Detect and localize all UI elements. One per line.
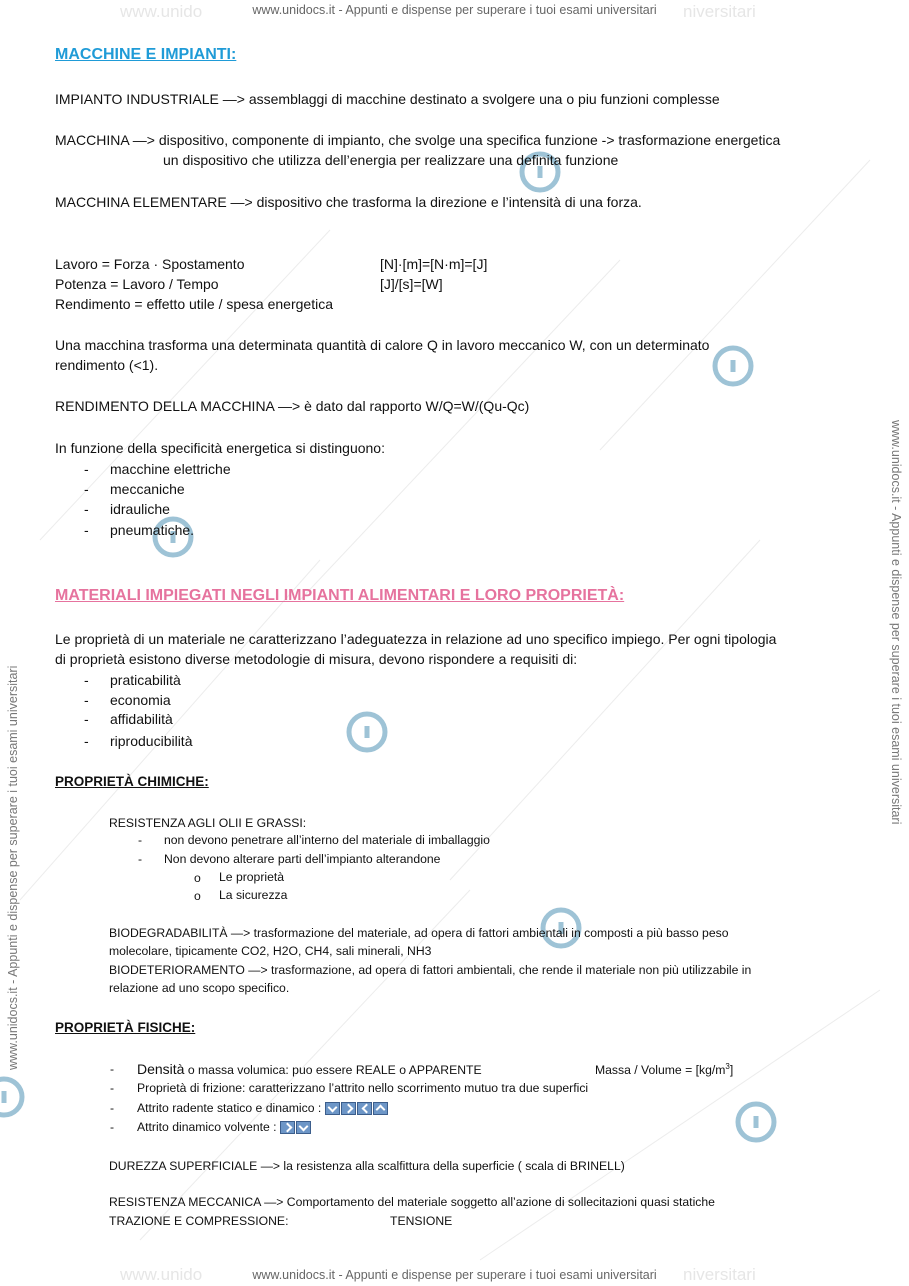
trasforma-line-1: Una macchina trasforma una determinata quantità di calore Q in lavoro meccanico W, con un determinato xyxy=(55,337,710,353)
list-dash: - xyxy=(110,1120,115,1134)
trazione-compressione: TRAZIONE E COMPRESSIONE: xyxy=(109,1214,289,1228)
logo-icon xyxy=(738,1104,774,1140)
sub-bullet: o xyxy=(194,871,201,885)
arrow-up-right-icon xyxy=(373,1102,388,1115)
list-item: praticabilità xyxy=(110,672,181,688)
densita-word: Densità xyxy=(137,1061,185,1077)
logo-icon xyxy=(349,714,385,750)
list-dash: - xyxy=(84,501,89,517)
volvente-text: Attrito dinamico volvente : xyxy=(137,1120,277,1134)
list-dash: - xyxy=(138,833,143,847)
watermark-left: www.unidocs.it - Appunti e dispense per superare i tuoi esami universitari xyxy=(6,665,20,1070)
volvente-line xyxy=(137,1120,312,1134)
trasforma-line-2: rendimento (<1). xyxy=(55,357,159,373)
macchina-definition-2: un dispositivo che utilizza dell’energia per realizzare una definita funzione xyxy=(163,152,619,168)
radente-line xyxy=(137,1101,389,1115)
watermark-bottom: www.unidocs.it - Appunti e dispense per superare i tuoi esami universitari xyxy=(252,1268,657,1282)
watermark-faint-right-bottom: niversitari xyxy=(683,1265,756,1284)
watermark-faint-right: niversitari xyxy=(683,2,756,21)
impianto-definition: IMPIANTO INDUSTRIALE —> assemblaggi di macchine destinato a svolgere una o piu funzioni complesse xyxy=(55,91,720,107)
list-dash: - xyxy=(110,1101,115,1115)
list-dash: - xyxy=(84,733,89,749)
biodegradabilita-1: BIODEGRADABILITÀ —> trasformazione del materiale, ad opera di fattori ambientali in composti a più basso peso xyxy=(109,926,729,940)
biodeterioramento-2: relazione ad uno scopo specifico. xyxy=(109,981,290,995)
lavoro-units: [N]·[m]=[N·m]=[J] xyxy=(380,256,488,272)
resistenza-olii: RESISTENZA AGLI OLII E GRASSI: xyxy=(109,816,307,830)
watermark-right: www.unidocs.it - Appunti e dispense per superare i tuoi esami universitari xyxy=(889,420,903,825)
lavoro-formula: Lavoro = Forza · Spostamento xyxy=(55,256,245,272)
watermark-top: www.unidocs.it - Appunti e dispense per superare i tuoi esami universitari xyxy=(252,3,657,17)
list-dash: - xyxy=(84,461,89,477)
sub-bullet: o xyxy=(194,889,201,903)
logo-icon xyxy=(0,1079,22,1115)
fisiche-title: PROPRIETÀ FISICHE: xyxy=(55,1020,196,1035)
potenza-formula: Potenza = Lavoro / Tempo xyxy=(55,276,219,292)
section-title-macchine: MACCHINE E IMPIANTI: xyxy=(55,46,237,63)
list-dash: - xyxy=(84,692,89,708)
list-item: non devono penetrare all’interno del materiale di imballaggio xyxy=(164,833,490,847)
list-dash: - xyxy=(84,481,89,497)
list-item: macchine elettriche xyxy=(110,461,231,477)
logo-icon xyxy=(715,348,751,384)
list-item: Non devono alterare parti dell’impianto alterandone xyxy=(164,852,441,866)
biodegradabilita-2: molecolare, tipicamente CO2, H2O, CH4, sali minerali, NH3 xyxy=(109,944,432,958)
arrow-left-icon xyxy=(357,1102,372,1115)
densita-formula xyxy=(595,1062,733,1077)
frizione-line: Proprietà di frizione: caratterizzano l’attrito nello scorrimento mutuo tra due superfici xyxy=(137,1081,589,1095)
list-item: affidabilità xyxy=(110,711,173,727)
list-dash: - xyxy=(84,711,89,727)
materiali-intro-2: di proprietà esistono diverse metodologie di misura, devono rispondere a requisiti di: xyxy=(55,651,578,667)
tensione-label: TENSIONE xyxy=(390,1214,453,1228)
sub-item: Le proprietà xyxy=(219,870,285,884)
list-dash: - xyxy=(138,852,143,866)
list-item: meccaniche xyxy=(110,481,185,497)
durezza-superficiale: DUREZZA SUPERFICIALE —> la resistenza alla scalfittura della superficie ( scala di BRINELL) xyxy=(109,1159,625,1173)
rotate-icon xyxy=(280,1121,295,1134)
radente-text: Attrito radente statico e dinamico : xyxy=(137,1101,322,1115)
rendimento-formula: Rendimento = effetto utile / spesa energetica xyxy=(55,296,333,312)
watermark-faint-left-bottom: www.unido xyxy=(120,1265,203,1284)
list-dash: - xyxy=(110,1062,115,1076)
list-dash: - xyxy=(84,672,89,688)
densita-formula-text: Massa / Volume = [kg/m xyxy=(595,1063,726,1078)
arrow-down-icon xyxy=(296,1121,311,1134)
list-item: economia xyxy=(110,692,171,708)
chimiche-title: PROPRIETÀ CHIMICHE: xyxy=(55,774,209,789)
list-item: pneumatiche. xyxy=(110,522,195,538)
potenza-units: [J]/[s]=[W] xyxy=(380,276,443,292)
resistenza-meccanica: RESISTENZA MECCANICA —> Comportamento del materiale soggetto all’azione di sollecitazioni quasi statiche xyxy=(109,1195,715,1209)
section-title-materiali: MATERIALI IMPIEGATI NEGLI IMPIANTI ALIMENTARI E LORO PROPRIETÀ: xyxy=(55,587,625,604)
rendimento-macchina: RENDIMENTO DELLA MACCHINA —> è dato dal rapporto W/Q=W/(Qu-Qc) xyxy=(55,398,530,414)
arrow-down-icon xyxy=(325,1102,340,1115)
funzione-intro: In funzione della specificità energetica si distinguono: xyxy=(55,440,385,456)
list-item: riproducibilità xyxy=(110,733,193,749)
densita-exponent: 3 xyxy=(725,1062,730,1071)
densita-formula-close: ] xyxy=(729,1063,734,1078)
watermark-faint-left: www.unido xyxy=(120,2,203,21)
biodeterioramento-1: BIODETERIORAMENTO —> trasformazione, ad opera di fattori ambientali, che rende il materiale non più utilizzabile in xyxy=(109,963,752,977)
densita-line xyxy=(137,1061,482,1077)
materiali-intro-1: Le proprietà di un materiale ne caratterizzano l’adeguatezza in relazione ad uno specifico impiego. Per ogni tipologia xyxy=(55,631,777,647)
list-dash: - xyxy=(84,522,89,538)
sub-item: La sicurezza xyxy=(219,888,288,902)
macchina-elementare: MACCHINA ELEMENTARE —> dispositivo che trasforma la direzione e l’intensità di una forza. xyxy=(55,194,642,210)
macchina-definition-1: MACCHINA —> dispositivo, componente di impianto, che svolge una specifica funzione -> trasformazione energetica xyxy=(55,132,781,148)
list-dash: - xyxy=(110,1081,115,1095)
densita-rest: o massa volumica: puo essere REALE o APPARENTE xyxy=(184,1063,482,1077)
arrow-right-icon xyxy=(341,1102,356,1115)
list-item: idrauliche xyxy=(110,501,170,517)
